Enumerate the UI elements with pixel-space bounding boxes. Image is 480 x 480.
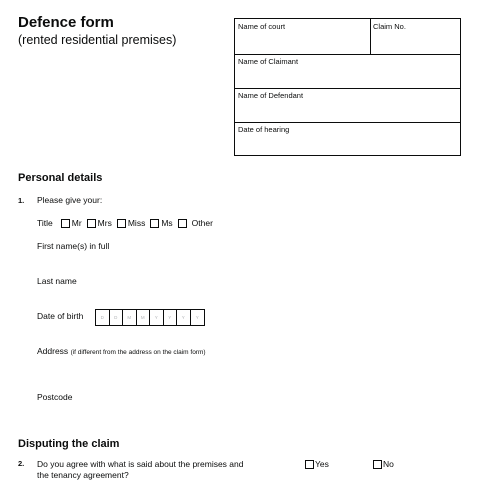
checkbox-no[interactable] [373, 460, 382, 469]
title-option-label: Mr [71, 218, 82, 228]
claim-number-field[interactable]: Claim No. [373, 22, 406, 31]
checkbox-mr[interactable] [61, 219, 70, 228]
postcode-label: Postcode [37, 392, 73, 402]
name-of-defendant-field[interactable]: Name of Defendant [238, 91, 304, 100]
form-title: Defence form [18, 14, 114, 31]
title-option-label: Ms [161, 218, 173, 228]
date-of-hearing-field[interactable]: Date of hearing [238, 125, 290, 134]
court-divider [370, 19, 371, 54]
checkbox-mrs[interactable] [87, 219, 96, 228]
court-row-defendant [235, 88, 460, 123]
court-row-court-claim [235, 19, 460, 55]
title-option-other[interactable] [178, 218, 213, 228]
checkbox-ms[interactable] [150, 219, 159, 228]
dob-label: Date of birth [37, 311, 84, 321]
court-row-claimant [235, 54, 460, 89]
address-note: (if different from the address on the claim form) [70, 349, 206, 356]
address-label: Address [37, 346, 69, 356]
first-name-label: First name(s) in full [37, 241, 110, 251]
question-2-text-line-1: Do you agree with what is said about the premises and [37, 459, 244, 469]
title-label: Title [37, 218, 53, 228]
title-option-miss[interactable] [117, 218, 145, 228]
dob-year-cell[interactable]: Y [177, 310, 191, 325]
yes-label: Yes [315, 459, 329, 469]
last-name-label: Last name [37, 276, 77, 286]
title-option-label: Miss [127, 218, 146, 228]
address-row [37, 346, 206, 356]
dob-month-cell[interactable]: M [123, 310, 137, 325]
title-option-label: Other [191, 218, 213, 228]
answer-no-option[interactable] [373, 459, 394, 469]
answer-yes-option[interactable] [305, 459, 329, 469]
dob-year-cell[interactable]: Y [195, 315, 199, 320]
question-1-text: Please give your: [37, 195, 103, 205]
personal-details-heading: Personal details [18, 172, 103, 184]
form-subtitle: (rented residential premises) [18, 33, 177, 47]
dob-year-cell[interactable]: Y [164, 310, 178, 325]
question-2-text-line-2: the tenancy agreement? [37, 470, 129, 480]
court-details-box [234, 18, 461, 156]
checkbox-miss[interactable] [117, 219, 126, 228]
title-option-mr[interactable] [61, 218, 82, 228]
name-of-claimant-field[interactable]: Name of Claimant [238, 57, 299, 66]
court-row-hearing [235, 122, 460, 155]
dob-input[interactable] [95, 309, 205, 326]
dob-month-cell[interactable]: M [137, 310, 151, 325]
no-label: No [383, 459, 394, 469]
checkbox-yes[interactable] [305, 460, 314, 469]
title-options-row [37, 218, 218, 228]
title-option-label: Mrs [97, 218, 112, 228]
title-option-ms[interactable] [150, 218, 172, 228]
checkbox-other[interactable] [178, 219, 187, 228]
dob-day-cell[interactable]: D [110, 310, 124, 325]
title-option-mrs[interactable] [87, 218, 112, 228]
disputing-claim-heading: Disputing the claim [18, 438, 120, 450]
dob-year-cell[interactable]: Y [150, 310, 164, 325]
dob-day-cell[interactable]: D [96, 310, 110, 325]
question-1-number: 1. [18, 196, 25, 205]
name-of-court-field[interactable]: Name of court [238, 22, 286, 31]
question-2-number: 2. [18, 459, 25, 468]
